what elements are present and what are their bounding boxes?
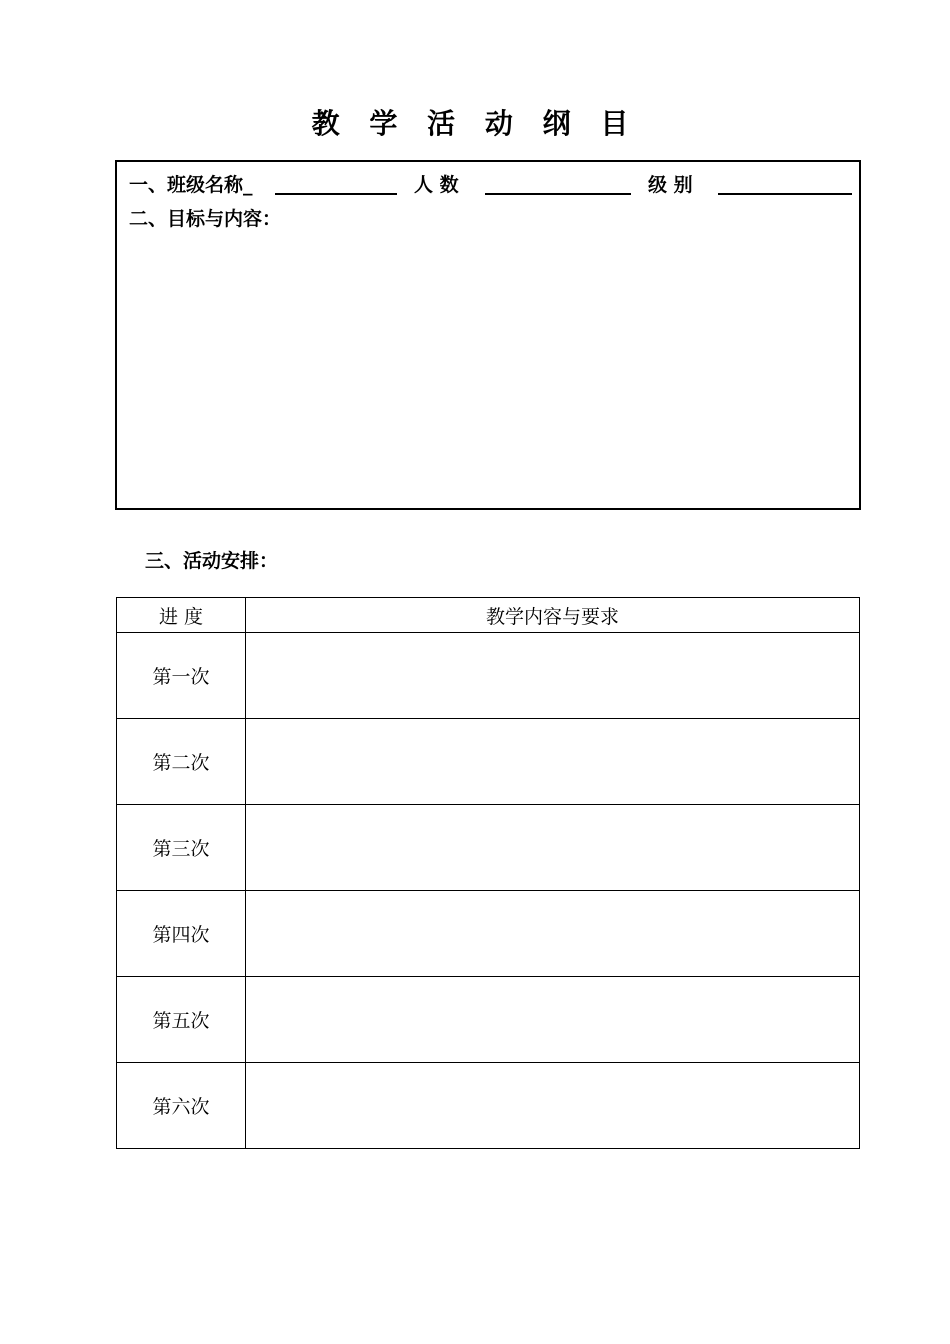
activity-schedule-table — [116, 597, 860, 1149]
header-progress: 进 度 — [117, 598, 246, 633]
row-content-cell[interactable] — [246, 977, 860, 1063]
row-content-cell[interactable] — [246, 719, 860, 805]
table-row — [117, 1063, 860, 1149]
level-field[interactable] — [718, 193, 852, 195]
goals-label: 二、目标与内容： — [129, 208, 282, 230]
row-content-cell[interactable] — [246, 1063, 860, 1149]
table-row — [117, 719, 860, 805]
row-progress: 第一次 — [117, 633, 246, 719]
row-progress: 第三次 — [117, 805, 246, 891]
class-name-field[interactable] — [275, 193, 397, 195]
count-field[interactable] — [485, 193, 631, 195]
activities-label: 三、活动安排： — [145, 550, 279, 572]
class-name-label: 一、班级名称_ — [129, 174, 253, 196]
count-label: 人 数 — [414, 174, 459, 196]
row-progress: 第四次 — [117, 891, 246, 977]
row-content-cell[interactable] — [246, 633, 860, 719]
page-title: 教 学 活 动 纲 目 — [311, 107, 639, 140]
row-progress: 第五次 — [117, 977, 246, 1063]
header-content: 教学内容与要求 — [246, 598, 860, 633]
row-progress: 第二次 — [117, 719, 246, 805]
row-content-cell[interactable] — [246, 891, 860, 977]
level-label: 级 别 — [648, 174, 693, 196]
row-content-cell[interactable] — [246, 805, 860, 891]
row-progress: 第六次 — [117, 1063, 246, 1149]
info-box — [115, 160, 861, 510]
table-row — [117, 977, 860, 1063]
table-row — [117, 805, 860, 891]
table-row — [117, 891, 860, 977]
table-header-row — [117, 598, 860, 633]
table-row — [117, 633, 860, 719]
